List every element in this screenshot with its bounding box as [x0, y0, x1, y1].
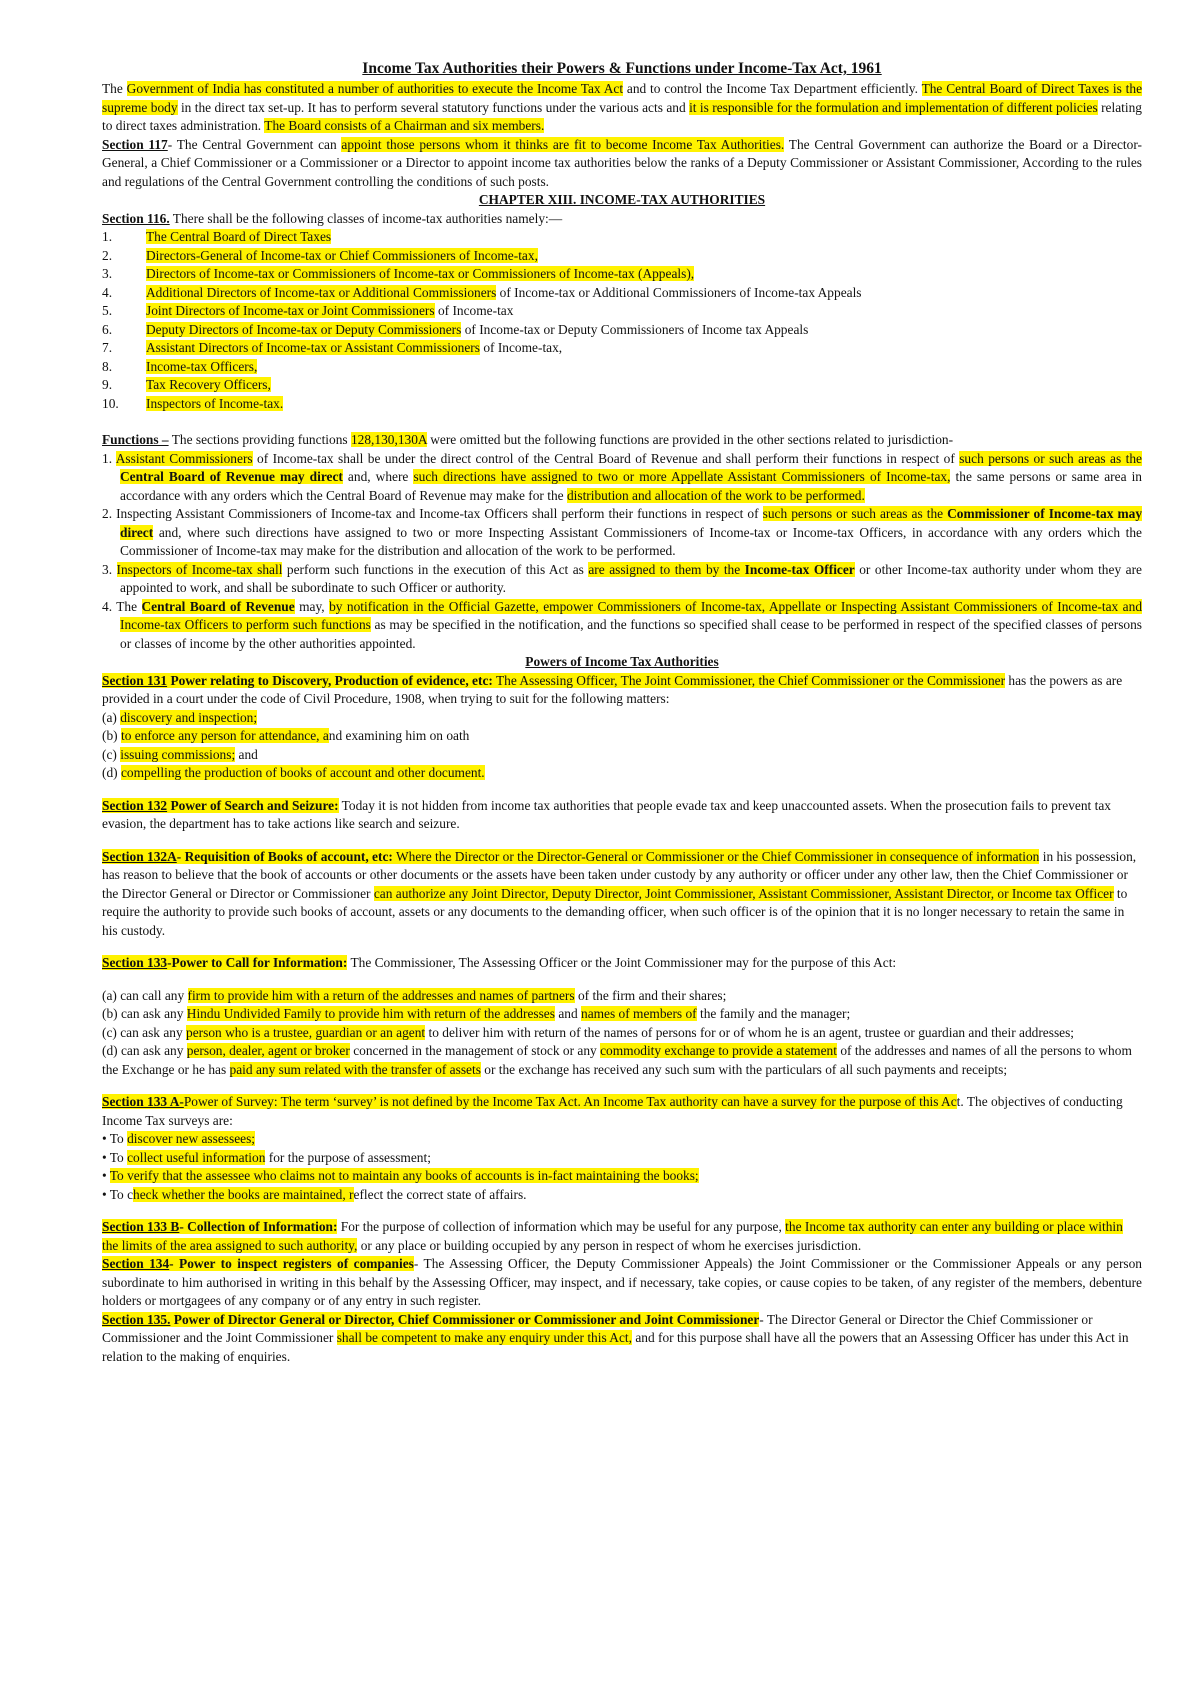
- section-131-paragraph: Section 131 Power relating to Discovery, Production of evidence, etc: The Assessing Officer, The Joint Commissioner, the Chief Commissioner or the Commissioner has the powers as are provided in a court under the code of Civil Procedure, 1908, when trying to suit for the following matters:: [102, 672, 1123, 706]
- section-132a-paragraph: Section 132A- Requisition of Books of account, etc: Where the Director or the Director-General or Commissioner or the Chief Commissioner in consequence of information in his possession, has reason to believe that the book of accounts or other documents or the assets have been taken under custody by any authority or officer under any other law, then the Chief Commissioner or the Director General or Director or Commissioner can authorize any Joint Director, Deputy Director, Joint Commissioner, Assistant Commissioner, Assistant Director, or Income tax Officer to require the authority to provide such books of account, assets or any documents to the demanding officer, when such officer is of the opinion that it is no longer necessary to retain the same in his custody.: [102, 848, 1137, 938]
- section-135-paragraph: Section 135. Power of Director General or Director, Chief Commissioner or Commissioner and Joint Commissioner- The Director General or Director the Chief Commissioner or Commissioner and the Joint Commissioner shall be competent to make any enquiry under this Act, and for this purpose shall have all the powers that an Assessing Officer has under this Act in relation to the making of enquiries.: [102, 1311, 1129, 1364]
- section-133-item-b: (b) can ask any Hindu Undivided Family to provide him with return of the addresses and names of members of the family and the manager;: [102, 1006, 851, 1021]
- function-item-3: 3. Inspectors of Income-tax shall perform such functions in the execution of this Act as are assigned to them by the Income-tax Officer or other Income-tax authority under whom they are appointed to work, and shall be subordinate to such Officer or authority.: [102, 561, 1142, 595]
- function-item-4: 4. The Central Board of Revenue may, by notification in the Official Gazette, empower Commissioners of Income-tax, Appellate or Inspecting Assistant Commissioners of Income-tax and Income-tax Officers to perform such functions as may be specified in the notification, and the functions so specified shall cease to be performed in respect of the specified classes of persons or classes of income by the other authorities appointed.: [102, 598, 1143, 651]
- powers-heading: Powers of Income Tax Authorities: [525, 654, 719, 669]
- section-132-paragraph: Section 132 Power of Search and Seizure: Today it is not hidden from income tax authorities that people evade tax and keep unaccounted assets. When the prosecution fails to prevent tax evasion, the department has to take actions like search and seizure.: [102, 797, 1111, 831]
- section-133b-label: Section 133 B: [102, 1219, 180, 1234]
- function-item-1: 1. Assistant Commissioners of Income-tax shall be under the direct control of the Central Board of Revenue and shall perform their functions in respect of such persons or such areas as the Central Board of Revenue may direct and, where such directions have assigned to two or more Appellate Assistant Commissioners of Income-tax, the same persons or same area in accordance with any orders which the Central Board of Revenue may make for the distribution and allocation of the work to be performed.: [102, 450, 1143, 503]
- section-132-label: Section 132: [102, 797, 168, 813]
- highlight: appoint those persons whom it thinks are fit to become Income Tax Authorities.: [341, 136, 785, 152]
- list-item: 3. Directors of Income-tax or Commissioners of Income-tax or Commissioners of Income-tax (Appeals),: [102, 266, 695, 281]
- section-135-label: Section 135.: [102, 1311, 171, 1327]
- function-item-2: 2. Inspecting Assistant Commissioners of Income-tax and Income-tax Officers shall perform their functions in respect of such persons or such areas as the Commissioner of Income-tax may direct and, where such directions have assigned to two or more Inspecting Assistant Commissioners of Income-tax or Income-tax Officers, in accordance with any orders which the Commissioner of Income-tax may make for the distribution and allocation of the work to be performed.: [102, 506, 1143, 558]
- list-item: 4. Additional Directors of Income-tax or Additional Commissioners of Income-tax or Additional Commissioners of Income-tax Appeals: [102, 284, 862, 300]
- list-item: 2. Directors-General of Income-tax or Chief Commissioners of Income-tax,: [102, 247, 538, 263]
- highlight: Government of India has constituted a number of authorities to execute the Income Tax Act: [126, 81, 624, 96]
- highlight: it is responsible for the formulation and implementation of different policies: [689, 99, 1098, 115]
- section-116-label: Section 116.: [102, 210, 170, 226]
- list-item: 7. Assistant Directors of Income-tax or Assistant Commissioners of Income-tax,: [102, 340, 563, 355]
- authority-list: [102, 228, 1142, 413]
- section-133-item-a: (a) can call any firm to provide him with a return of the addresses and names of partners of the firm and their shares;: [102, 987, 727, 1003]
- section-133a-bullet-2: • To collect useful information for the purpose of assessment;: [102, 1149, 431, 1165]
- functions-list: [102, 450, 1142, 654]
- chapter-heading: CHAPTER XIII. INCOME-TAX AUTHORITIES: [478, 192, 766, 207]
- highlight: 128,130,130A: [350, 432, 427, 447]
- document-title: Income Tax Authorities their Powers & Functions under Income-Tax Act, 1961: [362, 60, 882, 77]
- functions-intro: Functions – The sections providing functions 128,130,130A were omitted but the following functions are provided in the other sections related to jurisdiction-: [102, 432, 954, 447]
- section-131-item-a: (a) discovery and inspection;: [102, 709, 258, 725]
- section-133-label: Section 133: [102, 955, 168, 970]
- list-item: 8. Income-tax Officers,: [102, 358, 258, 374]
- section-133a-bullet-1: • To discover new assessees;: [102, 1131, 256, 1146]
- intro-paragraph: The Government of India has constituted a number of authorities to execute the Income Tax Act and to control the Income Tax Department efficiently. The Central Board of Direct Taxes is the supreme body in the direct tax set-up. It has to perform several statutory functions under the various acts and it is responsible for the formulation and implementation of different policies relating to direct taxes administration. The Board consists of a Chairman and six members.: [102, 81, 1143, 133]
- list-item: 6. Deputy Directors of Income-tax or Deputy Commissioners of Income-tax or Deputy Commissioners of Income tax Appeals: [102, 321, 809, 337]
- highlight: The Board consists of a Chairman and six members.: [264, 118, 545, 133]
- list-item: 9. Tax Recovery Officers,: [102, 377, 271, 392]
- list-item: 10. Inspectors of Income-tax.: [102, 395, 284, 411]
- section-133a-bullet-4: • To check whether the books are maintained, reflect the correct state of affairs.: [102, 1186, 527, 1202]
- document-page: [102, 58, 1142, 1366]
- section-133a-bullet-3: • To verify that the assessee who claims not to maintain any books of accounts is in-fact maintaining the books;: [102, 1168, 699, 1183]
- functions-label: Functions –: [102, 432, 169, 447]
- section-133a-label: Section 133 A-: [102, 1094, 184, 1109]
- list-item: 1. The Central Board of Direct Taxes: [102, 229, 332, 244]
- section-133-item-c: (c) can ask any person who is a trustee, guardian or an agent to deliver him with return of the names of persons for or of whom he is an agent, trustee or guardian and their addresses;: [102, 1024, 1075, 1040]
- section-131-item-d: (d) compelling the production of books of account and other document.: [102, 765, 485, 780]
- section-134-label: Section 134: [102, 1256, 170, 1271]
- section-133-paragraph: Section 133-Power to Call for Information: The Commissioner, The Assessing Officer or the Joint Commissioner may for the purpose of this Act:: [102, 955, 897, 970]
- section-116-intro: Section 116. There shall be the following classes of income-tax authorities namely:—: [102, 210, 563, 226]
- section-117-label: Section 117: [102, 136, 168, 152]
- section-132a-label: Section 132A: [102, 848, 177, 864]
- section-131-item-c: (c) issuing commissions; and: [102, 746, 258, 762]
- highlight: The Central Board of Direct Taxes is the supreme body: [102, 81, 1143, 115]
- section-131-item-b: (b) to enforce any person for attendance, and examining him on oath: [102, 728, 470, 743]
- list-item: 5. Joint Directors of Income-tax or Joint Commissioners of Income-tax: [102, 303, 514, 318]
- section-133a-paragraph: Section 133 A-Power of Survey: The term ‘survey’ is not defined by the Income Tax Act. An Income Tax authority can have a survey for the purpose of this Act. The objectives of conducting Income Tax surveys are:: [102, 1094, 1123, 1128]
- section-134-paragraph: Section 134- Power to inspect registers of companies- The Assessing Officer, the Deputy Commissioner Appeals) the Joint Commissioner or the Commissioner Appeals or any person subordinate to him authorised in writing in this behalf by the Assessing Officer, may inspect, and if necessary, take copies, or cause copies to be taken, of any register of the members, debenture holders or mortgagees of any company or of any entry in such register.: [102, 1256, 1143, 1308]
- section-117-paragraph: Section 117- The Central Government can appoint those persons whom it thinks are fit to become Income Tax Authorities. The Central Government can authorize the Board or a Director-General, a Chief Commissioner or a Commissioner or a Director to appoint income tax authorities below the ranks of a Deputy Commissioner or Assistant Commissioner, According to the rules and regulations of the Central Government controlling the conditions of such posts.: [102, 136, 1142, 189]
- section-131-label: Section 131: [102, 672, 168, 688]
- section-133-item-d: (d) can ask any person, dealer, agent or broker concerned in the management of stock or any commodity exchange to provide a statement of the addresses and names of all the persons to whom the Exchange or he has paid any sum related with the transfer of assets or the exchange has received any such sum with the particulars of all such payments and receipts;: [102, 1043, 1132, 1077]
- section-133b-paragraph: Section 133 B- Collection of Information: For the purpose of collection of information which may be useful for any purpose, the Income tax authority can enter any building or place within the limits of the area assigned to such authority, or any place or building occupied by any person in respect of whom he exercises jurisdiction.: [102, 1219, 1123, 1253]
